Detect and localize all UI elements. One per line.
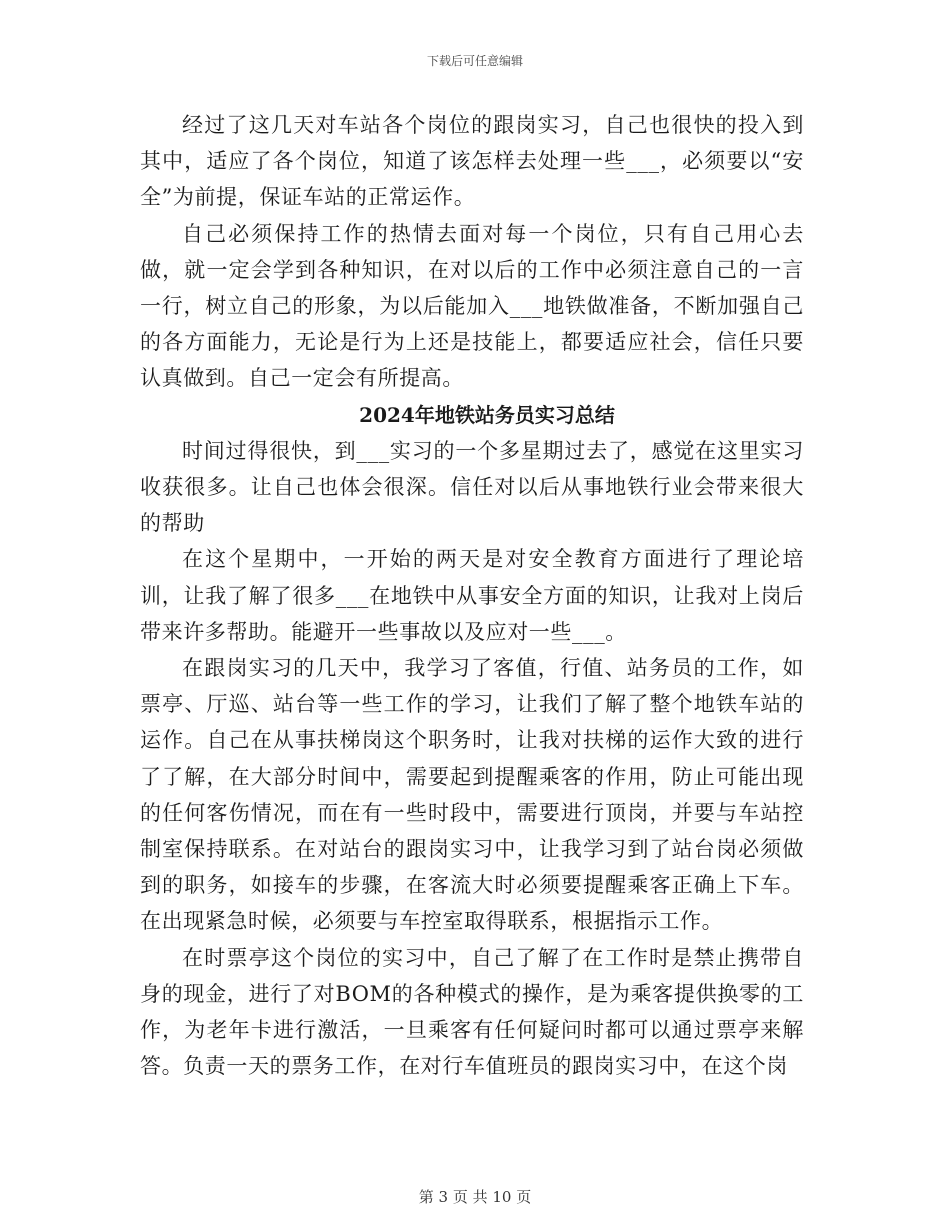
page-header-note: 下载后可任意编辑 <box>426 54 523 68</box>
paragraph: 在时票亭这个岗位的实习中，自己了解了在工作时是禁止携带自身的现金，进行了对BOM的各种模式的操作，是为乘客提供换零的工作，为老年卡进行激活，一旦乘客有任何疑问时都可以通过票亭来解答。负责一天的票务工作，在对行车值班员的跟岗实习中，在这个岗 <box>140 945 804 1079</box>
paragraph: 时间过得很快，到___实习的一个多星期过去了，感觉在这里实习收获很多。让自己也体会很深。信任对以后从事地铁行业会带来很大的帮助 <box>140 438 804 536</box>
paragraph: 经过了这几天对车站各个岗位的跟岗实习，自己也很快的投入到其中，适应了各个岗位，知道了该怎样去处理一些___，必须要以“安全”为前提，保证车站的正常运作。 <box>140 113 804 210</box>
section-title: 2024年地铁站务员实习总结 <box>359 402 615 427</box>
paragraph: 自己必须保持工作的热情去面对每一个岗位，只有自己用心去做，就一定会学到各种知识，在对以后的工作中必须注意自己的一言一行，树立自己的形象，为以后能加入___地铁做准备，不断加强自己的各方面能力，无论是行为上还是技能上，都要适应社会，信任只要认真做到。自己一定会有所提高。 <box>140 221 804 391</box>
page-number: 第 3 页 共 10 页 <box>418 1188 532 1206</box>
paragraph: 在这个星期中，一开始的两天是对安全教育方面进行了理论培训，让我了解了很多___在地铁中从事安全方面的知识，让我对上岗后带来许多帮助。能避开一些事故以及应对一些___。 <box>140 547 804 644</box>
document-body <box>140 107 804 1084</box>
paragraph: 在跟岗实习的几天中，我学习了客值，行值、站务员的工作，如票亭、厅巡、站台等一些工作的学习，让我们了解了整个地铁车站的运作。自己在从事扶梯岗这个职务时，让我对扶梯的运作大致的进行了了解，在大部分时间中，需要起到提醒乘客的作用，防止可能出现的任何客伤情况，而在有一些时段中，需要进行顶岗，并要与车站控制室保持联系。在对站台的跟岗实习中，让我学习到了站台岗必须做到的职务，如接车的步骤，在客流大时必须要提醒乘客正确上下车。在出现紧急时候，必须要与车控室取得联系，根据指示工作。 <box>140 656 804 934</box>
